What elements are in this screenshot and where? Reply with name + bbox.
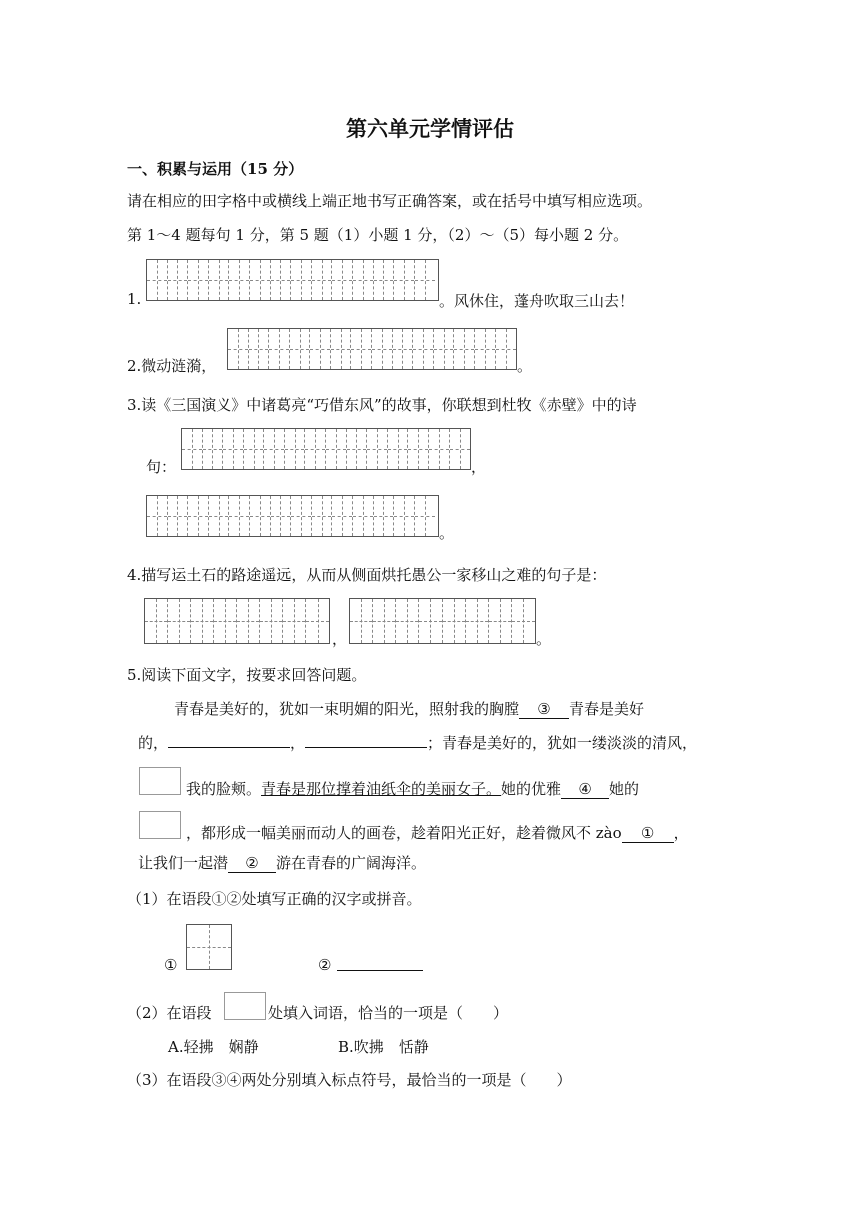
blank-3: ③ bbox=[519, 700, 569, 719]
q1-number: 1. bbox=[127, 290, 142, 308]
sub-question-1: （1）在语段①②处填写正确的汉字或拼音。 bbox=[127, 890, 422, 908]
answer-2-line[interactable] bbox=[337, 970, 423, 971]
sub-question-2-tail: 处填入词语，恰当的一项是（ ） bbox=[268, 1004, 509, 1022]
word-box-2[interactable] bbox=[139, 811, 181, 839]
q3-prompt: 3.读《三国演义》中诸葛亮“巧借东风”的故事，你联想到杜牧《赤壁》中的诗 bbox=[127, 396, 637, 414]
underlined-sentence: 青春是那位撑着油纸伞的美丽女子。 bbox=[261, 780, 502, 798]
answer-1-label: ① bbox=[164, 956, 178, 974]
blank-2: ② bbox=[228, 854, 276, 873]
section-heading: 一、积累与运用（15 分） bbox=[127, 160, 304, 178]
q5-prompt: 5.阅读下面文字，按要求回答问题。 bbox=[127, 666, 367, 684]
blank-sentence-1[interactable] bbox=[168, 747, 290, 748]
passage-line-3: 我的脸颊。青春是那位撑着油纸伞的美丽女子。她的优雅 ④ 她的 bbox=[186, 780, 640, 798]
passage-line-1: 青春是美好的，犹如一束明媚的阳光，照射我的胸膛 ③ 青春是美好 bbox=[174, 700, 645, 718]
q3-writing-grid-1[interactable] bbox=[181, 428, 471, 470]
word-box-1[interactable] bbox=[139, 767, 181, 795]
q2-writing-grid[interactable] bbox=[227, 328, 517, 370]
q3-period: 。 bbox=[439, 524, 455, 542]
q4-period: 。 bbox=[536, 630, 552, 648]
blank-sentence-2[interactable] bbox=[305, 747, 427, 748]
q3-writing-grid-2[interactable] bbox=[146, 495, 439, 537]
q3-lead: 句： bbox=[146, 458, 177, 476]
q2-period: 。 bbox=[517, 357, 533, 375]
blank-1: ① bbox=[622, 824, 674, 843]
q1-writing-grid[interactable] bbox=[146, 259, 439, 301]
sub-question-3: （3）在语段③④两处分别填入标点符号，最恰当的一项是（ ） bbox=[127, 1071, 572, 1089]
q4-writing-grid-1[interactable] bbox=[144, 598, 330, 644]
q2-lead: 2.微动涟漪， bbox=[127, 357, 217, 375]
q4-writing-grid-2[interactable] bbox=[349, 598, 536, 644]
option-b[interactable]: B.吹拂 恬静 bbox=[338, 1038, 429, 1056]
q4-prompt: 4.描写运土石的路途遥远，从而从侧面烘托愚公一家移山之难的句子是： bbox=[127, 566, 607, 584]
instruction-line-2: 第 1～4 题每句 1 分，第 5 题（1）小题 1 分，（2）～（5）每小题 2 分。 bbox=[127, 226, 629, 244]
answer-2-label: ② bbox=[318, 956, 332, 974]
instruction-line-1: 请在相应的田字格中或横线上端正地书写正确答案，或在括号中填写相应选项。 bbox=[127, 192, 653, 210]
option-a[interactable]: A.轻拂 娴静 bbox=[168, 1038, 259, 1056]
page-title: 第六单元学情评估 bbox=[346, 116, 514, 141]
passage-line-4: ，都形成一幅美丽而动人的画卷，趁着阳光正好，趁着微风不 zào ① ， bbox=[186, 824, 689, 842]
answer-1-grid[interactable] bbox=[186, 924, 232, 970]
passage-line-5: 让我们一起潜 ② 游在青春的广阔海洋。 bbox=[138, 854, 427, 872]
passage-line-2: 的， ， ；青春是美好的，犹如一缕淡淡的清风， bbox=[138, 734, 698, 752]
q1-poem-tail: 。风休住，蓬舟吹取三山去！ bbox=[439, 292, 635, 310]
blank-4: ④ bbox=[561, 780, 609, 799]
sub-question-2-lead: （2）在语段 bbox=[127, 1004, 212, 1022]
word-box-ref bbox=[224, 992, 266, 1020]
q4-comma: ， bbox=[332, 630, 348, 648]
q3-comma: ， bbox=[471, 458, 487, 476]
